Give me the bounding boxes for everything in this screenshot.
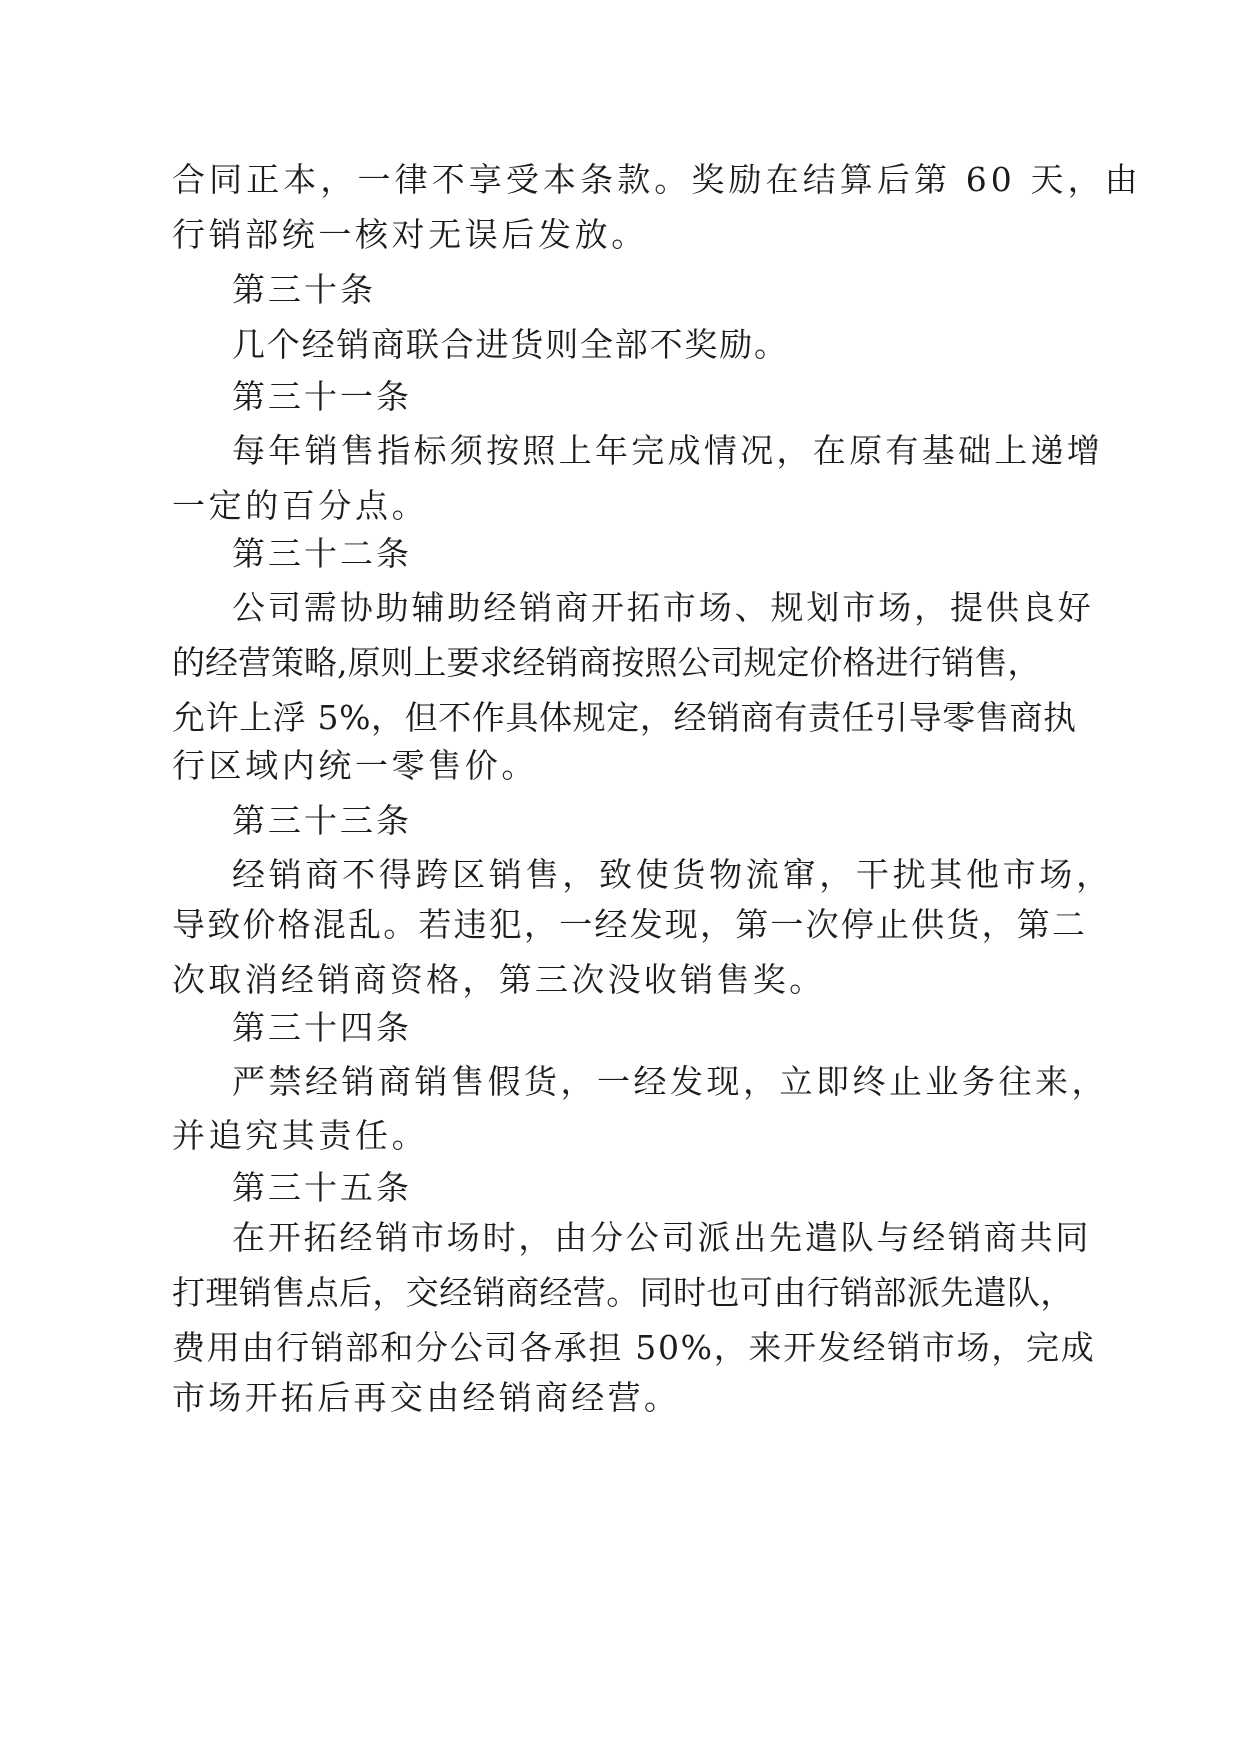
paragraph-line: 行区域内统一零售价。	[172, 746, 538, 785]
paragraph-line: 次取消经销商资格，第三次没收销售奖。	[172, 960, 826, 999]
paragraph-line: 允许上浮 5%，但不作具体规定，经销商有责任引导零售商执	[172, 698, 1077, 737]
paragraph-line: 费用由行销部和分公司各承担 50%，来开发经销市场，完成	[172, 1328, 1096, 1367]
paragraph-line: 并追究其责任。	[172, 1116, 429, 1155]
article-heading: 第三十四条	[232, 1008, 412, 1047]
paragraph-line: 经销商不得跨区销售，致使货物流窜，干扰其他市场，	[232, 855, 1113, 894]
article-heading: 第三十五条	[232, 1168, 412, 1207]
paragraph-line: 一定的百分点。	[172, 486, 429, 525]
paragraph-line: 公司需协助辅助经销商开拓市场、规划市场，提供良好	[232, 588, 1094, 627]
article-heading: 第三十条	[232, 270, 376, 309]
article-heading: 第三十一条	[232, 377, 412, 416]
paragraph-line: 合同正本，一律不享受本条款。奖励在结算后第 60 天，由	[172, 160, 1142, 199]
paragraph-line: 每年销售指标须按照上年完成情况，在原有基础上递增	[232, 431, 1104, 470]
paragraph-line: 的经营策略,原则上要求经销商按照公司规定价格进行销售，	[172, 643, 1041, 682]
paragraph-line: 市场开拓后再交由经销商经营。	[172, 1378, 681, 1417]
paragraph-line: 严禁经销商销售假货，一经发现，立即终止业务往来，	[232, 1062, 1108, 1101]
paragraph-line: 几个经销商联合进货则全部不奖励。	[232, 325, 789, 364]
paragraph-line: 打理销售点后，交经销商经营。同时也可由行销部派先遣队，	[172, 1273, 1074, 1312]
paragraph-line: 在开拓经销市场时，由分公司派出先遣队与经销商共同	[232, 1218, 1092, 1257]
article-heading: 第三十三条	[232, 801, 412, 840]
paragraph-line: 行销部统一核对无误后发放。	[172, 215, 648, 254]
paragraph-line: 导致价格混乱。若违犯，一经发现，第一次停止供货，第二	[172, 905, 1088, 944]
article-heading: 第三十二条	[232, 534, 412, 573]
